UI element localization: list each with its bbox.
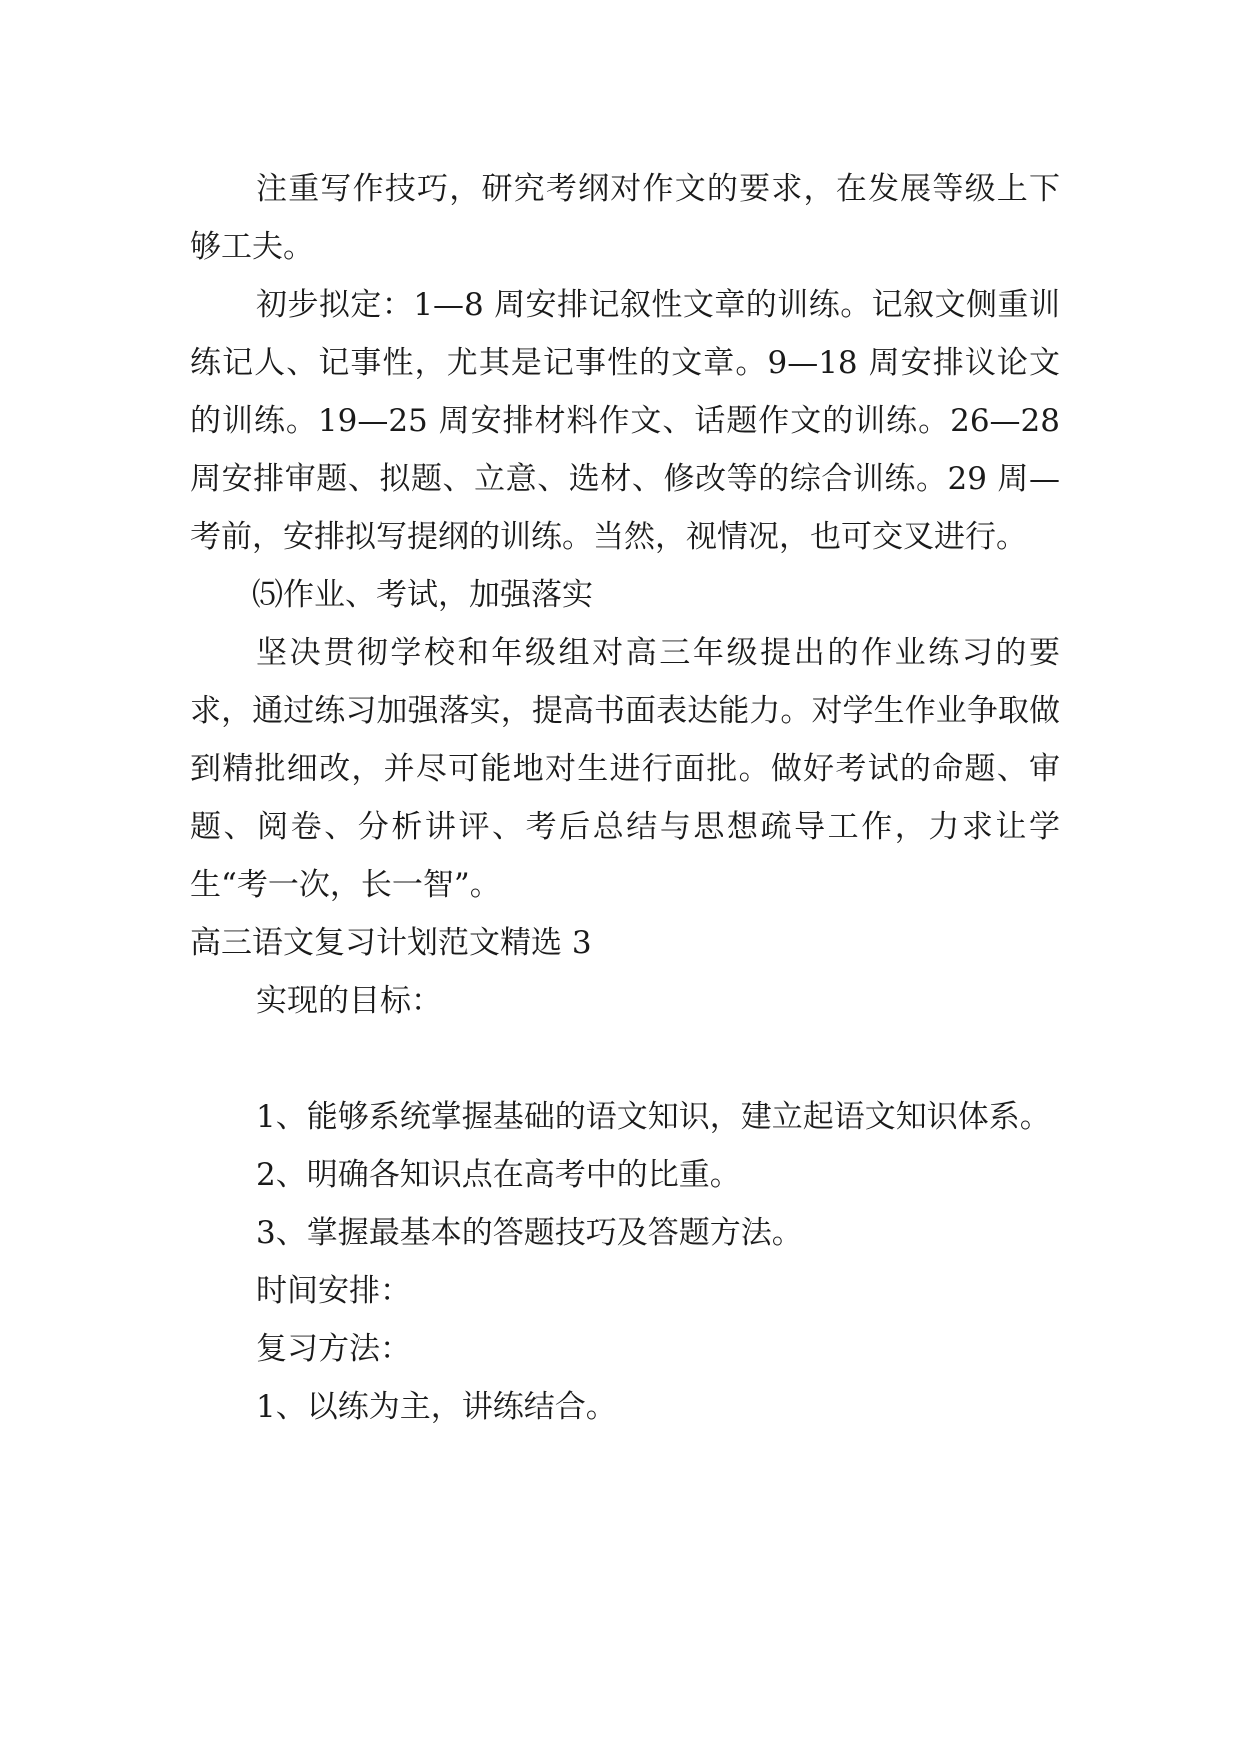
goal-item: 3、掌握最基本的答题技巧及答题方法。 [256, 1215, 803, 1251]
document-body [190, 160, 1060, 1436]
paragraph-writing-skills: 注重写作技巧，研究考纲对作文的要求，在发展等级上下够工夫。 [190, 171, 1060, 265]
goal-item: 1、能够系统掌握基础的语文知识，建立起语文知识体系。 [256, 1099, 1051, 1135]
paragraph-subheading-homework: ⑸作业、考试，加强落实 [252, 577, 593, 613]
paragraph-homework-exams: 坚决贯彻学校和年级组对高三年级提出的作业练习的要求，通过练习加强落实，提高书面表达能力。对学生作业争取做到精批细改，并尽可能地对生进行面批。做好考试的命题、审题、阅卷、分析讲评、考后总结与思想疏导工作，力求让学生“考一次，长一智”。 [190, 635, 1060, 903]
paragraph-training-plan: 初步拟定：1—8 周安排记叙性文章的训练。记叙文侧重训练记人、记事性，尤其是记事性的文章。9—18 周安排议论文的训练。19—25 周安排材料作文、话题作文的训练。26—28 周安排审题、拟题、立意、选材、修改等的综合训练。29 周—考前，安排拟写提纲的训练。当然，视情况，也可交叉进行。 [190, 287, 1060, 555]
blank-line [190, 1030, 1060, 1088]
time-label: 时间安排： [256, 1273, 411, 1309]
method-item: 1、以练为主，讲练结合。 [256, 1389, 617, 1425]
goals-label: 实现的目标： [256, 983, 442, 1019]
goal-item: 2、明确各知识点在高考中的比重。 [256, 1157, 741, 1193]
method-label: 复习方法： [256, 1331, 411, 1367]
section-title: 高三语文复习计划范文精选 3 [190, 925, 592, 961]
